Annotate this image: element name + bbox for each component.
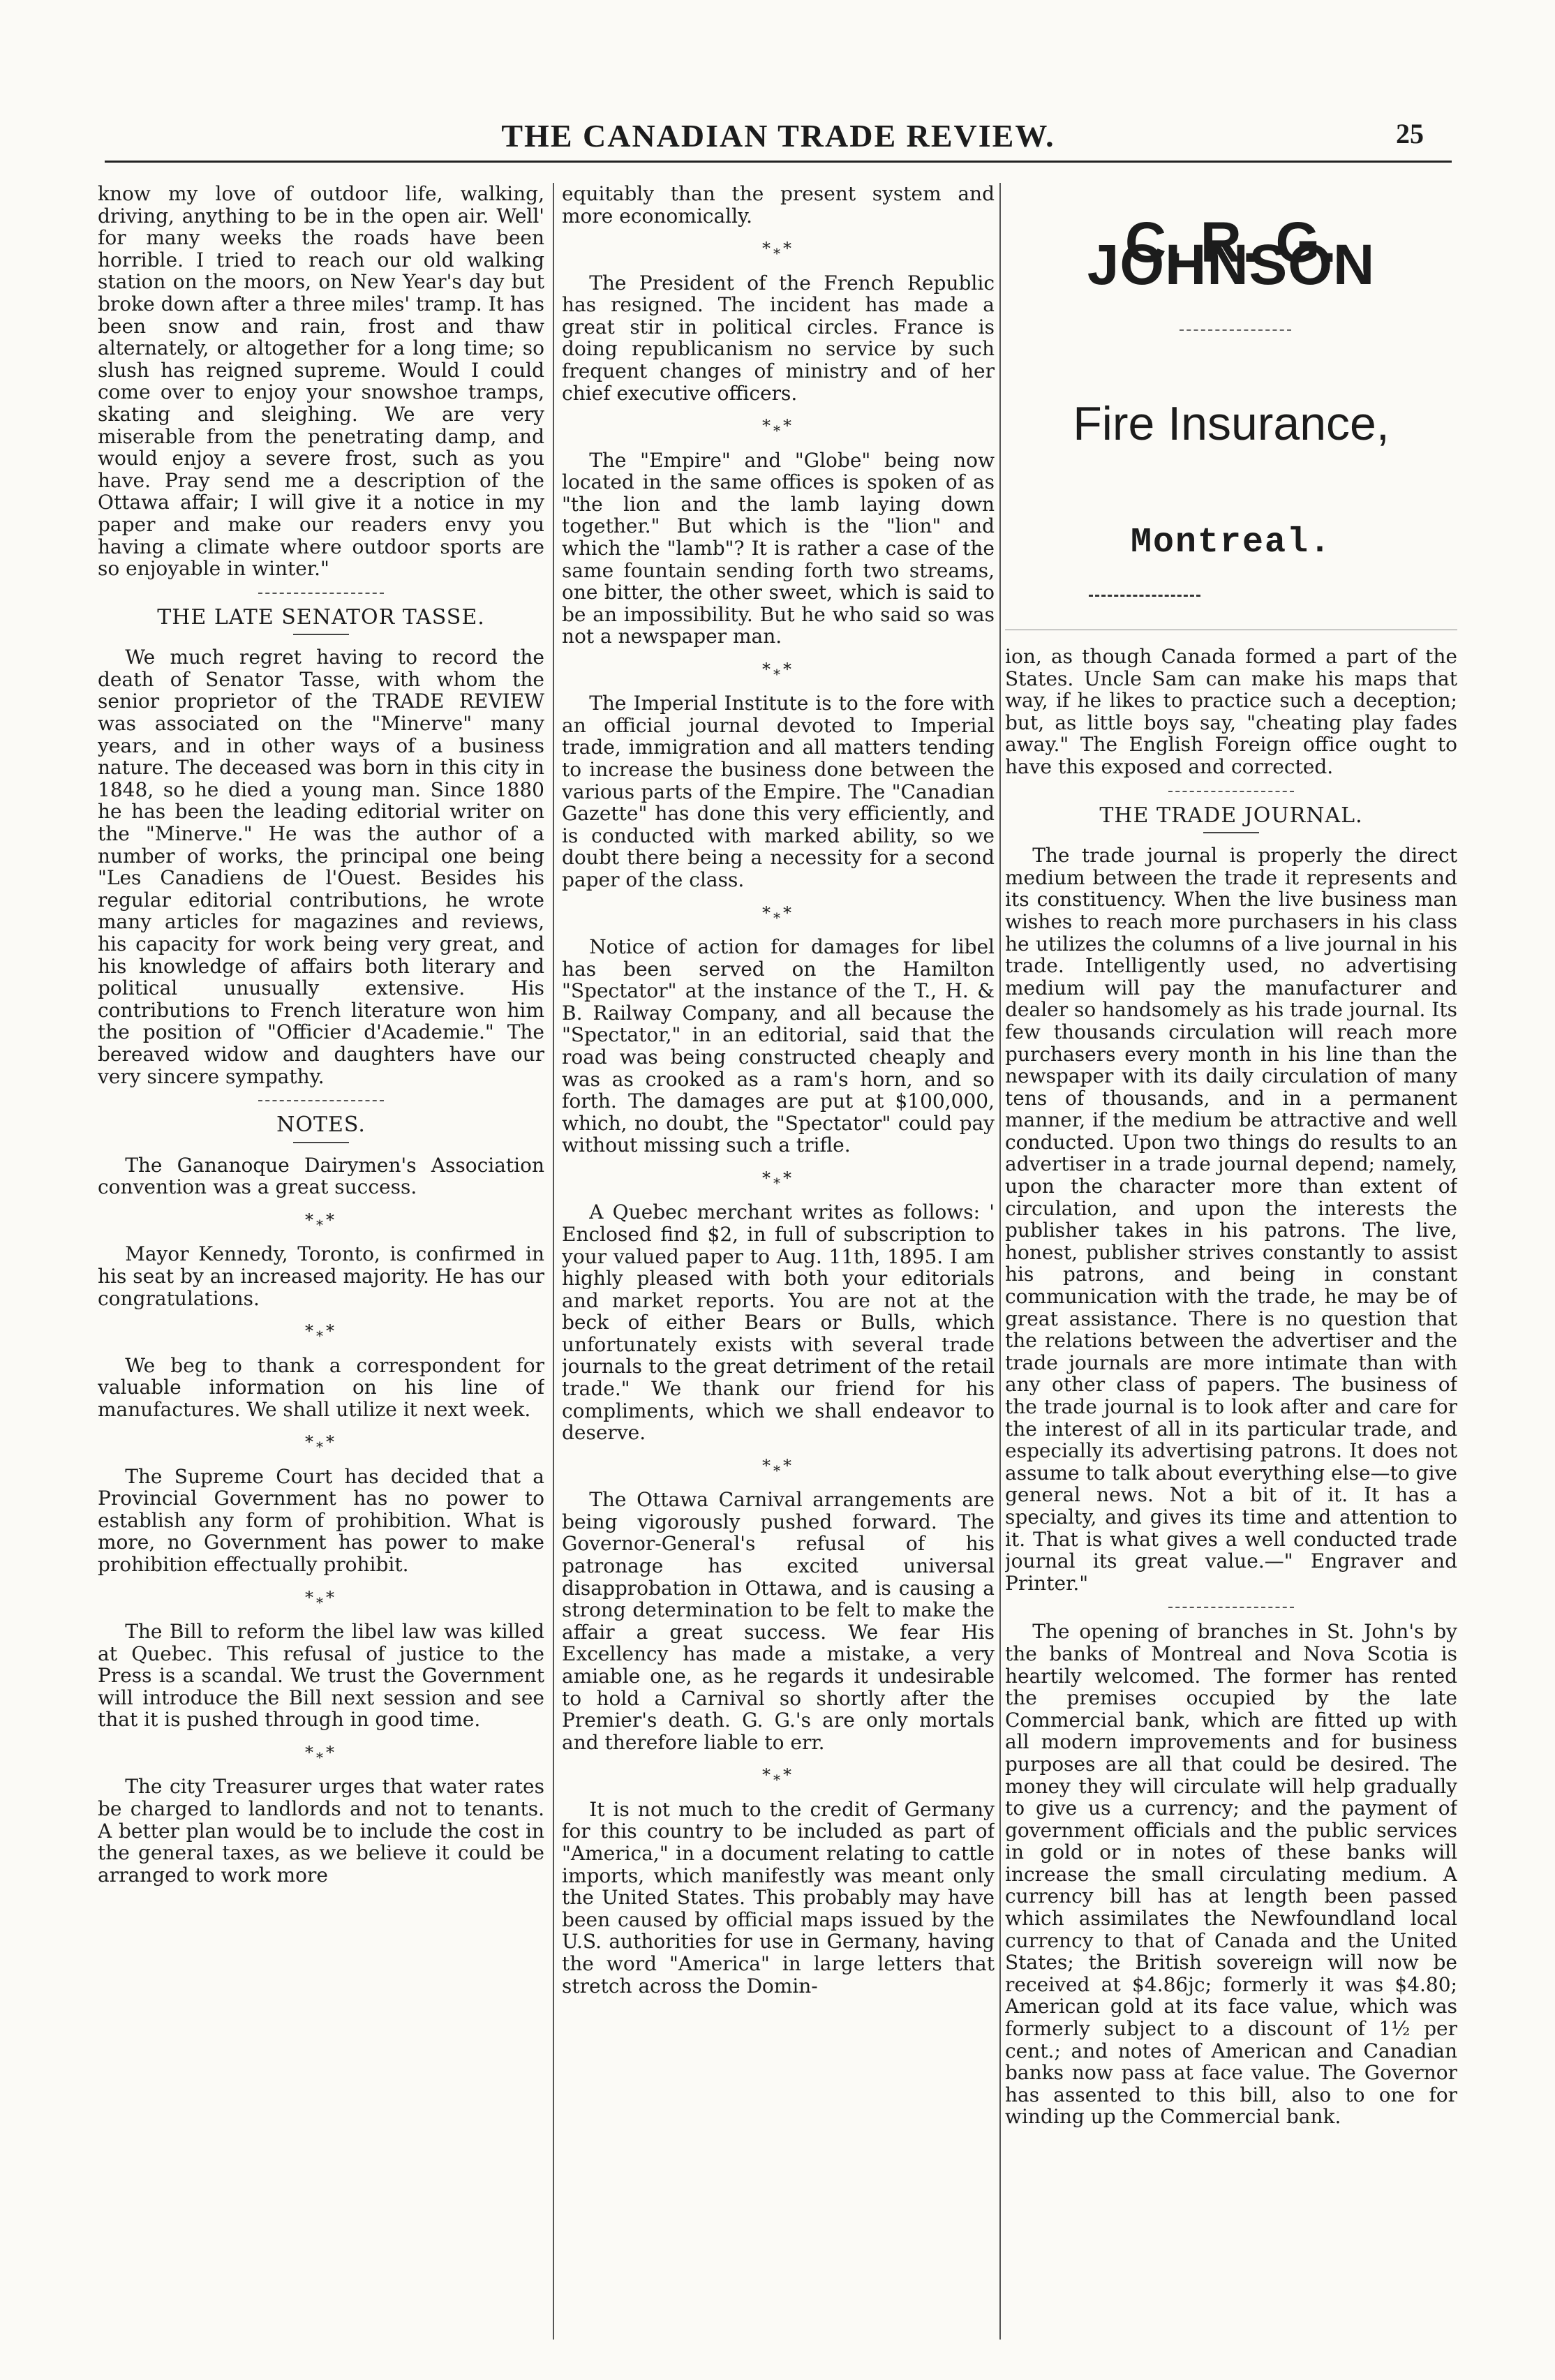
note-paragraph: The Supreme Court has decided that a Provincial Government has no power to establish any form of prohibition. What is more, no Government has power to make prohibition effectually prohibit. [98,1464,544,1577]
note-paragraph: The city Treasurer urges that water rates be charged to landlords and not to tenants. A better plan would be to include the cost in the general taxes, as we believe it could be arranged to work more [98,1775,544,1887]
note-paragraph: The Ottawa Carnival arrangements are being vigorously pushed forward. The Governor-General's refusal of his patronage has excited universal disapprobation in Ottawa, and is causing a strong determination to be felt to make the affair a great success. We fear His Excellency has made a mistake, a very amiable one, as he regards it undesirable to hold a Carnival so shortly after the Premier's death. G. G.'s are only mortals and therefore liable to err. [562,1488,995,1754]
column-2 [562,183,995,2340]
ad-divider [1089,595,1200,597]
note-paragraph: The President of the French Republic has resigned. The incident has made a great stir in political circles. France is doing republicanism no service by such frequent changes of ministry and of her chief executive officers. [562,271,995,405]
page-number: 25 [1396,118,1424,149]
section-divider [1168,1607,1294,1608]
note-paragraph: The "Empire" and "Globe" being now located in the same offices is spoken of as "the lion and the lamb laying down together." But which is the "lion" and which the "lamb"? It is rather a case of the same fountain sending forth two streams, one bitter, the other sweet, which is said to be an impossibility. But he who said so was not a newspaper man. [562,448,995,648]
section-divider [1168,791,1294,792]
advertiser-business: Fire Insurance, [1073,397,1390,450]
section-heading: THE TRADE JOURNAL. [1099,803,1363,828]
asterism-divider: $*_**$ [762,902,794,926]
masthead-title: THE CANADIAN TRADE REVIEW. [501,118,1055,154]
asterism-divider: $*_**$ [305,1743,337,1766]
column-3 [1005,183,1457,2340]
asterism-divider: $*_**$ [762,1455,794,1479]
asterism-divider: $*_**$ [305,1321,337,1344]
ad-divider [1180,329,1291,331]
column-rule [553,183,554,2340]
note-paragraph: A Quebec merchant writes as follows: ' Enclosed find $2, in full of subscription to your valued paper to Aug. 11th, 1895. I am highly pleased with both your editorials and market reports. You are not at the beck of either Bears or Bulls, which unfortunately exists with several trade journals to the great detriment of the retail trade." We thank our friend for his compliments, which we shall endeavor to deserve. [562,1200,995,1445]
section-heading: THE LATE SENATOR TASSE. [157,604,485,630]
asterism-divider: $*_**$ [762,659,794,683]
article-paragraph: ion, as though Canada formed a part of the States. Uncle Sam can make his maps that way, if he likes to practice such a deception; but, as little boys say, "cheating play fades away." The English Foreign office ought to have this exposed and corrected. [1005,645,1457,778]
masthead [105,112,1452,163]
section-heading: NOTES. [276,1113,366,1138]
note-paragraph: Mayor Kennedy, Toronto, is confirmed in his seat by an increased majority. He has our congratulations. [98,1242,544,1310]
note-paragraph: equitably than the present system and more economically. [562,183,995,228]
heading-rule [293,1142,349,1143]
asterism-divider: $*_**$ [762,1168,794,1191]
note-paragraph: It is not much to the credit of Germany for this country to be included as part of "America," in a document relating to cattle imports, which manifestly was meant only the United States. This probably may have been caused by official maps issued by the U.S. authorities for use in Germany, having the word "America" in large letters that stretch across the Domin- [562,1797,995,1998]
asterism-divider: $*_**$ [305,1587,337,1611]
note-paragraph: The Bill to reform the libel law was killed at Quebec. This refusal of justice to the Press is a scandal. We trust the Government will introduce the Bill next session and see that it is pushed through in good time. [98,1620,544,1732]
note-paragraph: The Gananoque Dairymen's Association convention was a great success. [98,1153,544,1199]
note-paragraph: The Imperial Institute is to the fore with an official journal devoted to Imperial trade, immigration and all matters tending to increase the business done between the various parts of the Empire. The "Canadian Gazette" has done this very efficiently, and is conducted with marked ability, so we doubt there being a necessity for a second paper of the class. [562,692,995,892]
section-divider [258,1100,384,1101]
heading-rule [1203,832,1259,833]
asterism-divider: $*_**$ [305,1210,337,1233]
article-paragraph: We much regret having to record the death of Senator Tasse, with whom the senior proprietor of the TRADE REVIEW was associated on the "Minerve" many years, and in other ways of a business nature. The deceased was born in this city in 1848, so he died a young man. Since 1880 he has been the leading editorial writer on the "Minerve." He was the author of a number of works, the principal one being "Les Canadiens de l'Ouest. Besides his regular editorial contributions, he wrote many articles for magazines and reviews, his capacity for work being very great, and his knowledge of affairs both literary and political unusually extensive. His contributions to French literature won him the position of "Officier d'Academie." The bereaved widow and daughters have our very sincere sympathy. [98,646,544,1088]
asterism-divider: $*_**$ [762,239,794,262]
article-paragraph: The trade journal is properly the direct medium between the trade it represents and its constituency. When the live business man wishes to reach more purchasers in his class he utilizes the columns of a live journal in his trade. Intelligently used, no advertising medium will pay the manufacturer and dealer so handsomely as his trade journal. Its few thousands circulation will reach more purchasers every month in his line than the newspaper with its daily circulation of many tens of thousands, and in a permanent manner, if the medium be attractive and well conducted. Upon two things do results to an advertiser in a trade journal depend; namely, upon the character more than extent of circulation, and upon the interests the publisher takes in his patrons. The live, honest, publisher strives constantly to assist his patrons, and being in constant communication with the trade, he may be of great assistance. There is no question that the relations between the advertiser and the trade journals are more intimate than with any other class of papers. The business of the trade journal is to look after and care for the interest of all in its particular trade, and especially its advertising patrons. It does not assume to talk about everything else—to give general news. Not a bit of it. It has a specialty, and gives its time and attention to it. That is what gives a well conducted trade journal its great value.—" Engraver and Printer." [1005,844,1457,1595]
advertiser-city: Montreal. [1130,523,1332,563]
section-divider [258,593,384,594]
note-paragraph: We beg to thank a correspondent for valuable information on his line of manufactures. We shall utilize it next week. [98,1353,544,1421]
advertiser-name: C. R. G. JOHNSON [1087,211,1376,297]
asterism-divider: $*_**$ [762,416,794,439]
column-rule [999,183,1001,2340]
article-paragraph: The opening of branches in St. John's by the banks of Montreal and Nova Scotia is heartily welcomed. The former has rented the premises occupied by the late Commercial bank, which are fitted up with all modern improvements and for business purposes are all that could be desired. The money they will circulate will help gradually to give us a currency; and the payment of government officials and the public services in gold or in notes of these banks will increase the small circulating medium. A currency bill has at length been passed which assimilates the Newfoundland local currency to that of Canada and the United States; the British sovereign will now be received at $4.86jc; formerly it was $4.80; American gold at its face value, which was formerly subject to a discount of 1½ per cent.; and notes of American and Canadian banks now pass at face value. The Governor has assented to this bill, also to one for winding up the Commercial bank. [1005,1620,1457,2129]
asterism-divider: $*_**$ [305,1432,337,1456]
article-paragraph: know my love of outdoor life, walking, driving, anything to be in the open air. Well' for many weeks the roads have been horrible. I tried to reach our old walking station on the moors, on New Year's day but broke down after a three miles' tramp. It has been snow and rain, frost and thaw alternately, or altogether for a long time; so slush has reigned supreme. Would I could come over to enjoy your snowshoe tramps, skating and sleighing. We are very miserable from the penetrating damp, and would enjoy a severe frost, such as you have. Pray send me a description of the Ottawa affair; I will give it a notice in my paper and make our readers envy you having a climate where outdoor sports are so enjoyable in winter." [98,183,544,581]
advertisement [1005,183,1457,630]
note-paragraph: Notice of action for damages for libel has been served on the Hamilton "Spectator" at the instance of the T., H. & B. Railway Company, and all because the "Spectator," in an editorial, said that the road was being constructed cheaply and was as crooked as a ram's horn, and so forth. The damages are put at $100,000, which, no doubt, the "Spectator" could pay without missing such a trifle. [562,935,995,1157]
column-1 [98,183,544,2340]
heading-rule [293,634,349,635]
asterism-divider: $*_**$ [762,1765,794,1789]
